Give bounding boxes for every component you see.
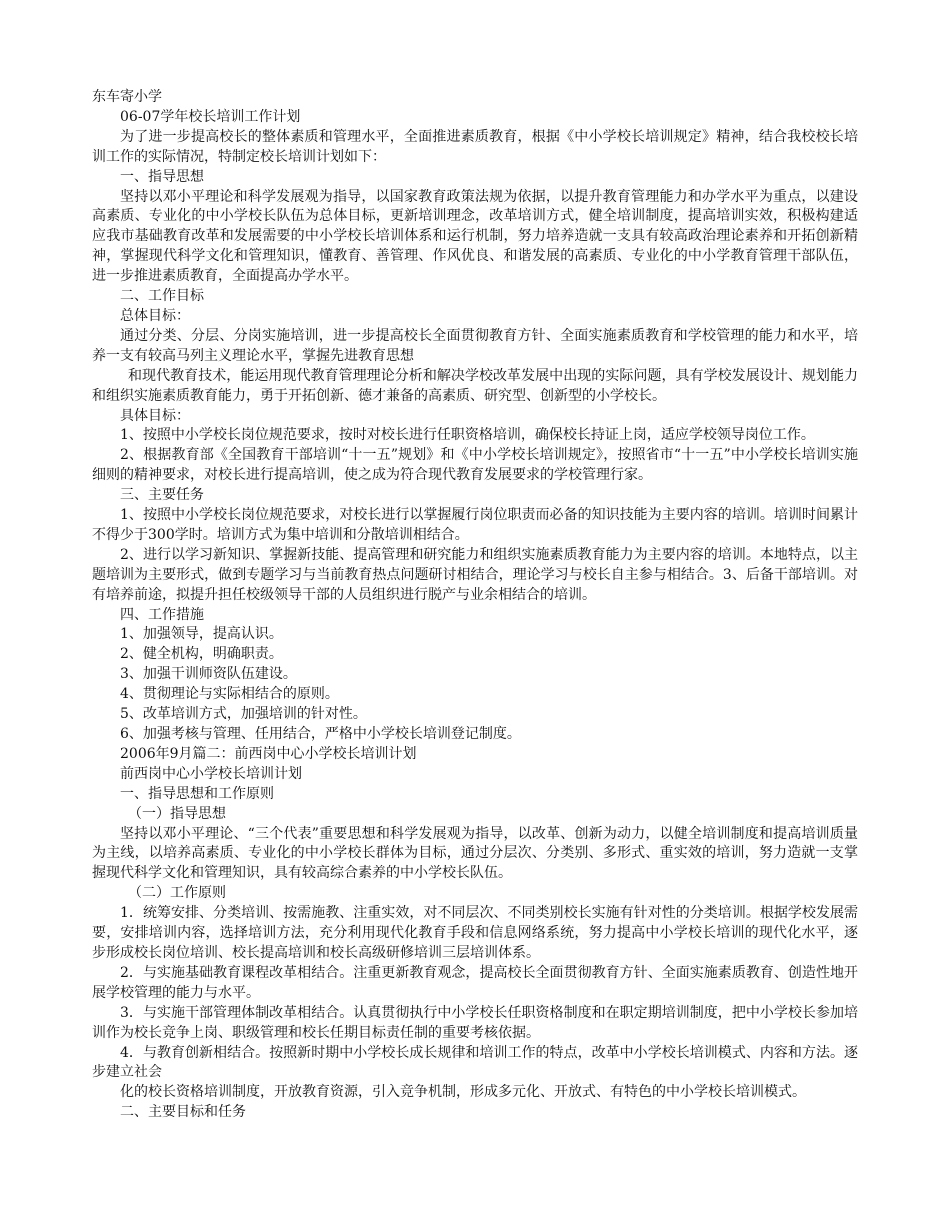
paragraph: 2、健全机构，明确职责。 <box>120 646 283 663</box>
paragraph: 二、主要目标和任务 <box>120 1104 246 1121</box>
paragraph: 2、进行以学习新知识、掌握新技能、提高管理和研究能力和组织实施素质教育能力为主要内容的培训。本地特点，以主题培训为主要形式，做到专题学习与当前教育热点问题研讨相结合，理论学习与校长自主参与相结合。3、后备干部培训。对有培养前途，拟提升担任校级领导干部的人员组织进行脱产与业余相结合的培训。 <box>92 546 858 603</box>
paragraph: 前西岗中心小学校长培训计划 <box>120 765 302 782</box>
paragraph: 二、工作目标 <box>120 288 204 305</box>
paragraph: 1、加强领导，提高认识。 <box>120 626 283 643</box>
paragraph: 为了进一步提高校长的整体素质和管理水平，全面推进素质教育，根据《中小学校长培训规定》精神，结合我校校长培训工作的实际情况，特制定校长培训计划如下： <box>92 128 858 165</box>
paragraph: 1、按照中小学校长岗位规范要求，对校长进行以掌握履行岗位职责而必备的知识技能为主要内容的培训。培训时间累计不得少于300学时。培训方式为集中培训和分散培训相结合。 <box>92 507 858 543</box>
paragraph: 2006年9月篇二：前西岗中心小学校长培训计划 <box>120 745 417 762</box>
paragraph: （一）指导思想 <box>128 805 226 822</box>
paragraph: 化的校长资格培训制度，开放教育资源，引入竞争机制，形成多元化、开放式、有特色的中小学校长培训模式。 <box>120 1084 806 1101</box>
paragraph: 总体目标： <box>120 307 190 324</box>
paragraph: 2．与实施基础教育课程改革相结合。注重更新教育观念，提高校长全面贯彻教育方针、全面实施素质教育、创造性地开展学校管理的能力与水平。 <box>92 964 858 1001</box>
paragraph: 06-07学年校长培训工作计划 <box>120 108 301 125</box>
paragraph: 一、指导思想 <box>120 168 204 185</box>
paragraph: 5、改革培训方式，加强培训的针对性。 <box>120 706 367 723</box>
paragraph: （二）工作原则 <box>128 885 226 902</box>
paragraph: 一、指导思想和工作原则 <box>120 785 274 802</box>
paragraph: 3．与实施干部管理体制改革相结合。认真贯彻执行中小学校长任职资格制度和在职定期培训制度，把中小学校长参加培训作为校长竞争上岗、职级管理和校长任期目标责任制的重要考核依据。 <box>92 1004 858 1041</box>
paragraph: 三、主要任务 <box>120 487 204 504</box>
paragraph: 2、根据教育部《全国教育干部培训“十一五”规划》和《中小学校长培训规定》，按照省市“十一五”中小学校长培训实施细则的精神要求，对校长进行提高培训，使之成为符合现代教育发展要求的学校管理行家。 <box>92 447 858 484</box>
paragraph: 通过分类、分层、分岗实施培训，进一步提高校长全面贯彻教育方针、全面实施素质教育和学校管理的能力和水平，培养一支有较高马列主义理论水平，掌握先进教育思想 <box>92 327 858 364</box>
paragraph: 坚持以邓小平理论和科学发展观为指导，以国家教育政策法规为依据，以提升教育管理能力和办学水平为重点，以建设高素质、专业化的中小学校长队伍为总体目标，更新培训理念，改革培训方式，健全培训制度，提高培训实效，积极构建适应我市基础教育改革和发展需要的中小学校长培训体系和运行机制，努力培养造就一支具有较高政治理论素养和开拓创新精神，掌握现代科学文化和管理知识，懂教育、善管理、作风优良、和谐发展的高素质、专业化的中小学教育管理干部队伍，进一步推进素质教育，全面提高办学水平。 <box>92 188 858 285</box>
paragraph: 具体目标： <box>120 407 190 424</box>
paragraph: 4、贯彻理论与实际相结合的原则。 <box>120 686 339 703</box>
paragraph: 4．与教育创新相结合。按照新时期中小学校长成长规律和培训工作的特点，改革中小学校长培训模式、内容和方法。逐步建立社会 <box>92 1044 858 1081</box>
paragraph: 四、工作措施 <box>120 606 204 623</box>
paragraph: 和现代教育技术，能运用现代教育管理理论分析和解决学校改革发展中出现的实际问题，具有学校发展设计、规划能力和组织实施素质教育能力，勇于开拓创新、德才兼备的高素质、研究型、创新型的小学校长。 <box>92 367 858 404</box>
paragraph: 3、加强干训师资队伍建设。 <box>120 666 297 683</box>
paragraph: 1、按照中小学校长岗位规范要求，按时对校长进行任职资格培训，确保校长持证上岗，适应学校领导岗位工作。 <box>120 427 815 444</box>
paragraph: 坚持以邓小平理论、“三个代表”重要思想和科学发展观为指导，以改革、创新为动力，以健全培训制度和提高培训质量为主线，以培养高素质、专业化的中小学校长群体为目标，通过分层次、分类别、多形式、重实效的培训，努力造就一支掌握现代科学文化和管理知识，具有较高综合素养的中小学校长队伍。 <box>92 825 858 882</box>
paragraph: 1．统筹安排、分类培训、按需施教、注重实效，对不同层次、不同类别校长实施有针对性的分类培训。根据学校发展需要，安排培训内容，选择培训方法，充分利用现代化教育手段和信息网络系统，努力提高中小学校长培训的现代化水平，逐步形成校长岗位培训、校长提高培训和校长高级研修培训三层培训体系。 <box>92 905 858 961</box>
paragraph: 6、加强考核与管理、任用结合，严格中小学校长培训登记制度。 <box>120 726 521 742</box>
paragraph: 东车寄小学 <box>92 89 162 105</box>
